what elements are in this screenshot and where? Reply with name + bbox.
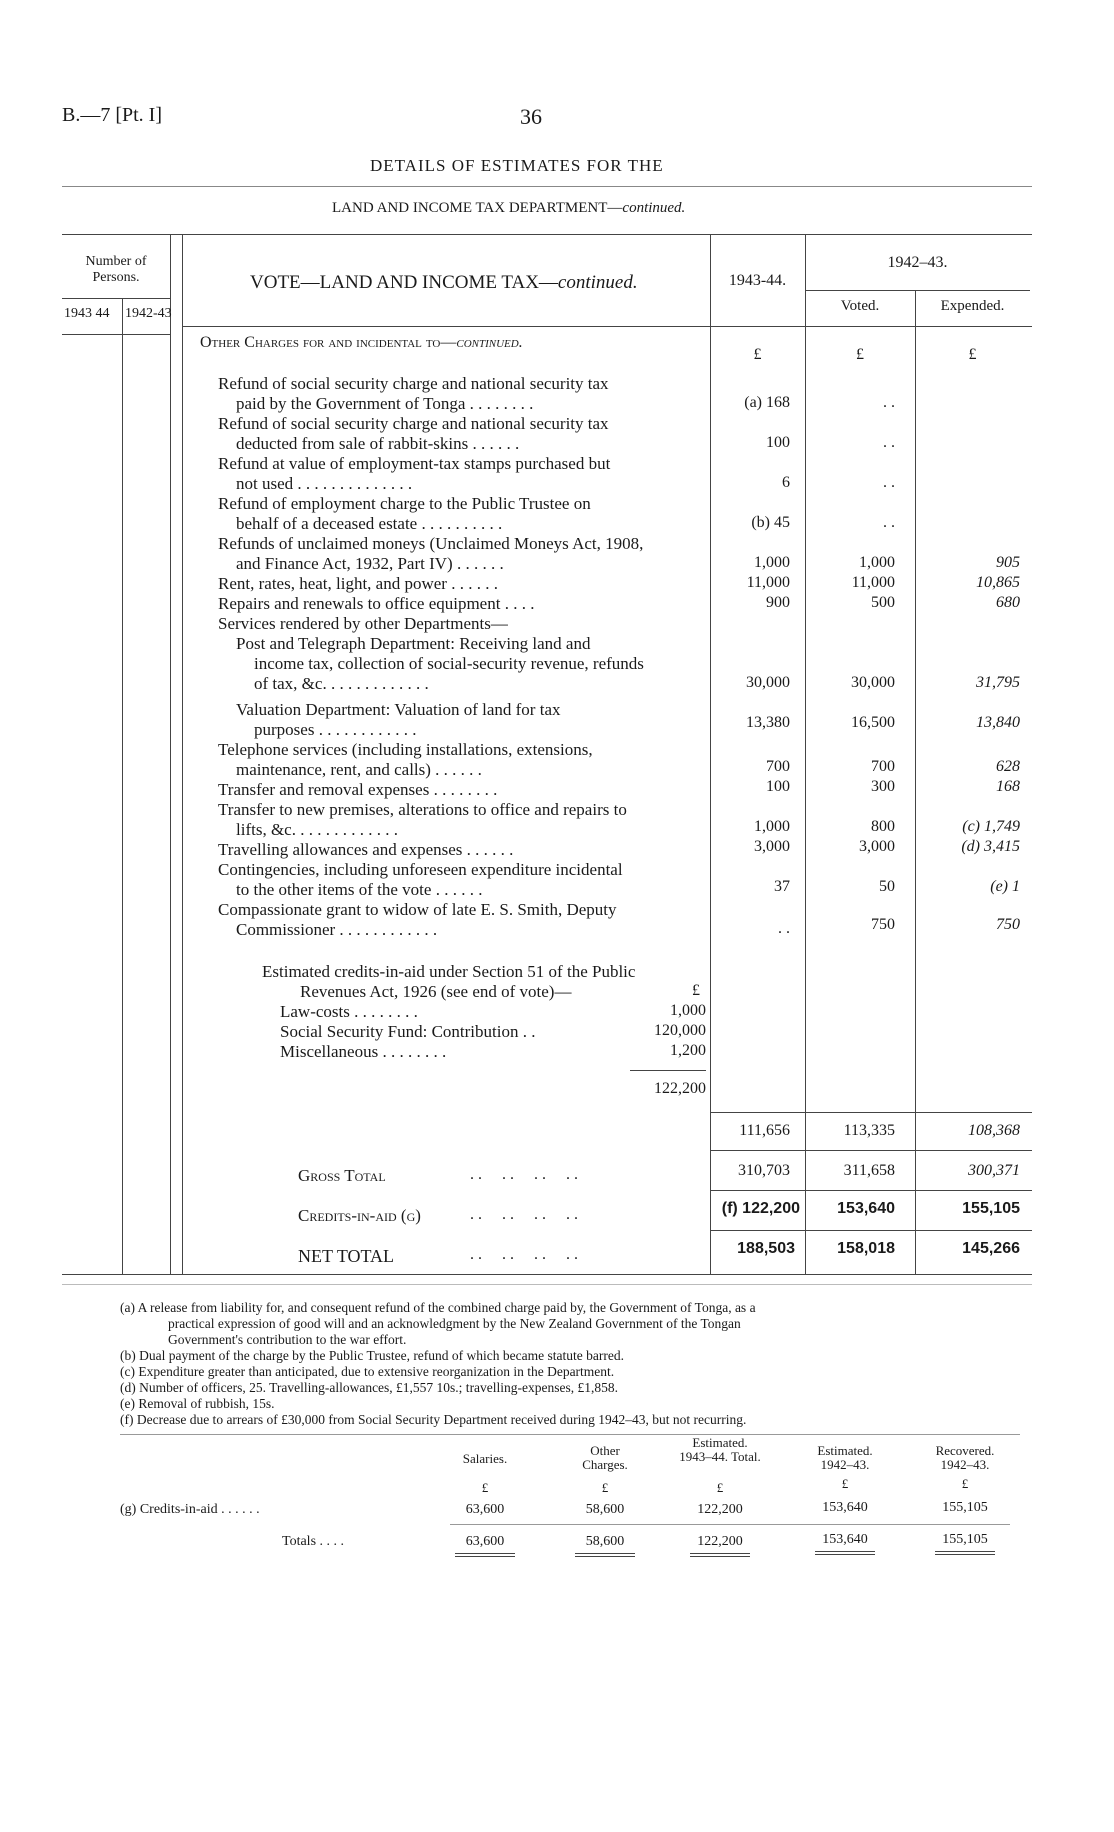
item-exp: 905 — [996, 554, 1020, 571]
subtotal-est: 111,656 — [739, 1122, 790, 1139]
item-label: Travelling allowances and expenses . . . . . . — [218, 840, 514, 859]
footnote: (e) Removal of rubbish, 15s. — [120, 1396, 275, 1411]
credits-label: Estimated credits-in-aid under Section 51 of the Public — [262, 962, 636, 981]
item-label-cont: purposes . . . . . . . . . . . . — [254, 720, 417, 739]
item-label-cont: deducted from sale of rabbit-skins . . . . . . — [236, 434, 520, 453]
footnote: practical expression of good will and an acknowledgment by the New Zealand Government of the Tongan — [168, 1316, 741, 1331]
item-label-cont: maintenance, rent, and calls) . . . . . . — [236, 760, 482, 779]
rule — [450, 1524, 1010, 1525]
department-cont: continued. — [622, 200, 686, 216]
dot-leader: . . . . . . . . — [470, 1246, 578, 1263]
credits-row-amt: 1,200 — [670, 1042, 706, 1059]
rule — [62, 1284, 1032, 1285]
summary-header: Estimated. 1943–44. Total. — [679, 1435, 761, 1464]
col-voted: Voted. — [840, 298, 880, 314]
credits-row-label: Social Security Fund: Contribution . . — [280, 1022, 536, 1041]
double-rule — [575, 1556, 635, 1557]
col-divider — [182, 234, 183, 1274]
summary-cell: 63,600 — [465, 1502, 505, 1517]
item-voted: . . — [883, 434, 895, 451]
summary-currency: £ — [716, 1480, 724, 1495]
year-1943-44: 1943 44 — [64, 306, 110, 321]
summary-cell: 122,200 — [697, 1534, 743, 1549]
item-label: Refund of employment charge to the Public Trustee on — [218, 494, 591, 513]
total-label: Gross Total — [298, 1166, 386, 1185]
summary-cell: 58,600 — [585, 1502, 625, 1517]
item-label: Repairs and renewals to office equipment . . . . — [218, 594, 535, 613]
currency-exp: £ — [968, 346, 977, 363]
credits-currency: £ — [692, 982, 700, 999]
item-label-cont: to the other items of the vote . . . . . . — [236, 880, 483, 899]
col-divider — [170, 234, 171, 1274]
rule — [182, 326, 1032, 327]
item-label: Refund of social security charge and national security tax — [218, 414, 609, 433]
item-est: 900 — [766, 594, 790, 611]
credits-row-amt: 1,000 — [670, 1002, 706, 1019]
item-label: Refund at value of employment-tax stamps purchased but — [218, 454, 611, 473]
summary-header: Estimated. 1942–43. — [817, 1443, 873, 1472]
rule — [630, 1070, 706, 1071]
item-est: (a) 168 — [744, 394, 790, 411]
item-exp: 680 — [996, 594, 1020, 611]
footnote: Government's contribution to the war effort. — [168, 1332, 407, 1347]
col-divider — [122, 298, 123, 1274]
rule — [710, 1150, 1032, 1151]
item-exp: 13,840 — [976, 714, 1020, 731]
item-voted: 16,500 — [851, 714, 895, 731]
item-exp: 628 — [996, 758, 1020, 775]
total-est: 310,703 — [738, 1162, 790, 1179]
section-heading — [200, 334, 523, 352]
rule — [62, 334, 170, 335]
department-name: LAND AND INCOME TAX DEPARTMENT— — [332, 200, 623, 216]
item-label: Refund of social security charge and national security tax — [218, 374, 609, 393]
item-label-cont: paid by the Government of Tonga . . . . . . . . — [236, 394, 534, 413]
item-label: Transfer to new premises, alterations to office and repairs to — [218, 800, 627, 819]
item-exp: 10,865 — [976, 574, 1020, 591]
summary-currency: £ — [841, 1476, 849, 1491]
item-est: 3,000 — [754, 838, 790, 855]
total-est: 188,503 — [737, 1240, 795, 1257]
section-heading-cont: continued. — [456, 334, 523, 351]
item-est: 1,000 — [754, 554, 790, 571]
item-voted: 750 — [871, 916, 895, 933]
rule — [62, 1274, 1032, 1275]
rule — [62, 298, 170, 299]
item-label: Valuation Department: Valuation of land for tax — [236, 700, 561, 719]
item-voted: 500 — [871, 594, 895, 611]
summary-cell: 155,105 — [942, 1500, 988, 1515]
double-rule — [690, 1553, 750, 1554]
total-exp: 300,371 — [968, 1162, 1020, 1179]
summary-header: Salaries. — [462, 1451, 508, 1466]
item-label-cont: income tax, collection of social-security revenue, refunds — [254, 654, 644, 673]
footnote: (f) Decrease due to arrears of £30,000 from Social Security Department received during 1942–43, but not recurring. — [120, 1412, 747, 1427]
item-voted: 800 — [871, 818, 895, 835]
dot-leader: . . . . . . . . — [470, 1166, 578, 1183]
item-label: Rent, rates, heat, light, and power . . . . . . — [218, 574, 498, 593]
item-exp: (c) 1,749 — [962, 818, 1020, 835]
summary-cell: 155,105 — [942, 1532, 988, 1547]
col-1943-44: 1943-44. — [728, 272, 787, 289]
total-voted: 311,658 — [843, 1162, 895, 1179]
footnote: (c) Expenditure greater than anticipated, due to extensive reorganization in the Department. — [120, 1364, 615, 1379]
item-voted: . . — [883, 474, 895, 491]
persons-header: Number of Persons. — [85, 254, 147, 285]
double-rule — [575, 1553, 635, 1554]
item-exp: (d) 3,415 — [961, 838, 1020, 855]
item-voted: 50 — [879, 878, 895, 895]
subtotal-voted: 113,335 — [843, 1122, 895, 1139]
item-est: 13,380 — [746, 714, 790, 731]
total-est: (f) 122,200 — [721, 1200, 800, 1217]
footnote: (b) Dual payment of the charge by the Public Trustee, refund of which became statute barred. — [120, 1348, 624, 1363]
summary-header: Other Charges. — [582, 1443, 628, 1472]
item-label: Compassionate grant to widow of late E. S. Smith, Deputy — [218, 900, 617, 919]
item-voted: . . — [883, 394, 895, 411]
total-voted: 153,640 — [837, 1200, 895, 1217]
col-expended: Expended. — [940, 298, 1005, 314]
vote-cont: continued. — [557, 272, 638, 293]
item-voted: 30,000 — [851, 674, 895, 691]
department-title — [332, 200, 685, 217]
col-1942-43: 1942–43. — [887, 254, 948, 271]
item-exp: 750 — [996, 916, 1020, 933]
summary-currency: £ — [481, 1480, 489, 1495]
total-voted: 158,018 — [837, 1240, 895, 1257]
rule — [120, 1434, 1020, 1435]
item-est: 700 — [766, 758, 790, 775]
page-title: DETAILS OF ESTIMATES FOR THE — [370, 156, 664, 175]
item-label: Contingencies, including unforeseen expenditure incidental — [218, 860, 623, 879]
item-est: 1,000 — [754, 818, 790, 835]
summary-cell: 153,640 — [822, 1500, 868, 1515]
double-rule — [815, 1554, 875, 1555]
currency-est: £ — [753, 346, 762, 363]
double-rule — [455, 1556, 515, 1557]
total-exp: 155,105 — [962, 1200, 1020, 1217]
credits-label-cont: Revenues Act, 1926 (see end of vote)— — [300, 982, 572, 1001]
section-heading-text: Other Charges for and incidental to— — [200, 334, 457, 351]
item-est: . . — [778, 920, 790, 937]
summary-cell: 153,640 — [822, 1532, 868, 1547]
item-est: 11,000 — [746, 574, 790, 591]
item-label-cont: of tax, &c. . . . . . . . . . . . . — [254, 674, 429, 693]
summary-currency: £ — [601, 1480, 609, 1495]
item-exp: 31,795 — [976, 674, 1020, 691]
item-label: Services rendered by other Departments— — [218, 614, 508, 633]
credits-row-label: Law-costs . . . . . . . . — [280, 1002, 418, 1021]
item-exp: (e) 1 — [990, 878, 1020, 895]
year-1942-43: 1942-43 — [125, 306, 172, 321]
col-divider — [805, 234, 806, 1274]
item-label-cont: not used . . . . . . . . . . . . . . — [236, 474, 413, 493]
item-label: Transfer and removal expenses . . . . . . . . — [218, 780, 498, 799]
summary-row-label: Totals . . . . — [282, 1534, 345, 1549]
item-est: 37 — [774, 878, 790, 895]
page-number: 36 — [520, 104, 542, 129]
double-rule — [935, 1551, 995, 1552]
item-voted: 700 — [871, 758, 895, 775]
double-rule — [815, 1551, 875, 1552]
currency-voted: £ — [856, 346, 864, 363]
item-est: (b) 45 — [751, 514, 790, 531]
dot-leader: . . . . . . . . — [470, 1206, 578, 1223]
item-est: 6 — [782, 474, 790, 491]
credits-row-amt: 120,000 — [654, 1022, 706, 1039]
summary-cell: 63,600 — [465, 1534, 505, 1549]
double-rule — [455, 1553, 515, 1554]
footnote: (d) Number of officers, 25. Travelling-allowances, £1,557 10s.; travelling-expenses, £1,858. — [120, 1380, 619, 1395]
summary-cell: 58,600 — [585, 1534, 625, 1549]
item-label-cont: lifts, &c. . . . . . . . . . . . . — [236, 820, 398, 839]
item-voted: 3,000 — [859, 838, 895, 855]
credits-total: 122,200 — [654, 1080, 706, 1097]
item-label: Post and Telegraph Department: Receiving land and — [236, 634, 591, 653]
summary-cell: 122,200 — [697, 1502, 743, 1517]
item-label-cont: behalf of a deceased estate . . . . . . . . . . — [236, 514, 503, 533]
rule — [62, 234, 1032, 235]
item-voted: . . — [883, 514, 895, 531]
double-rule — [690, 1556, 750, 1557]
total-label: Credits-in-aid (g) — [298, 1206, 421, 1225]
rule — [710, 1230, 1032, 1231]
page-ref: B.—7 [Pt. I] — [62, 104, 162, 126]
rule — [710, 1190, 1032, 1191]
credits-row-label: Miscellaneous . . . . . . . . — [280, 1042, 447, 1061]
item-label-cont: and Finance Act, 1932, Part IV) . . . . . . — [236, 554, 504, 573]
vote-title — [250, 272, 638, 294]
total-label: NET TOTAL — [298, 1246, 395, 1266]
item-label: Refunds of unclaimed moneys (Unclaimed Moneys Act, 1908, — [218, 534, 644, 553]
summary-header: Recovered. 1942–43. — [935, 1443, 995, 1472]
summary-row-label: (g) Credits-in-aid . . . . . . — [120, 1502, 260, 1517]
item-est: 30,000 — [746, 674, 790, 691]
item-est: 100 — [766, 778, 790, 795]
rule — [62, 186, 1032, 187]
item-est: 100 — [766, 434, 790, 451]
subtotal-exp: 108,368 — [968, 1122, 1020, 1139]
total-exp: 145,266 — [962, 1240, 1020, 1257]
rule — [710, 1112, 1032, 1113]
item-voted: 11,000 — [851, 574, 895, 591]
rule — [805, 290, 1030, 291]
item-exp: 168 — [996, 778, 1020, 795]
double-rule — [935, 1554, 995, 1555]
item-label-cont: Commissioner . . . . . . . . . . . . — [236, 920, 438, 939]
vote-name: VOTE—LAND AND INCOME TAX— — [250, 272, 558, 293]
footnote: (a) A release from liability for, and consequent refund of the combined charge paid by, the Government of Tonga, as a — [120, 1300, 756, 1315]
item-voted: 1,000 — [859, 554, 895, 571]
item-label: Telephone services (including installations, extensions, — [218, 740, 593, 759]
item-voted: 300 — [871, 778, 895, 795]
summary-currency: £ — [961, 1476, 969, 1491]
